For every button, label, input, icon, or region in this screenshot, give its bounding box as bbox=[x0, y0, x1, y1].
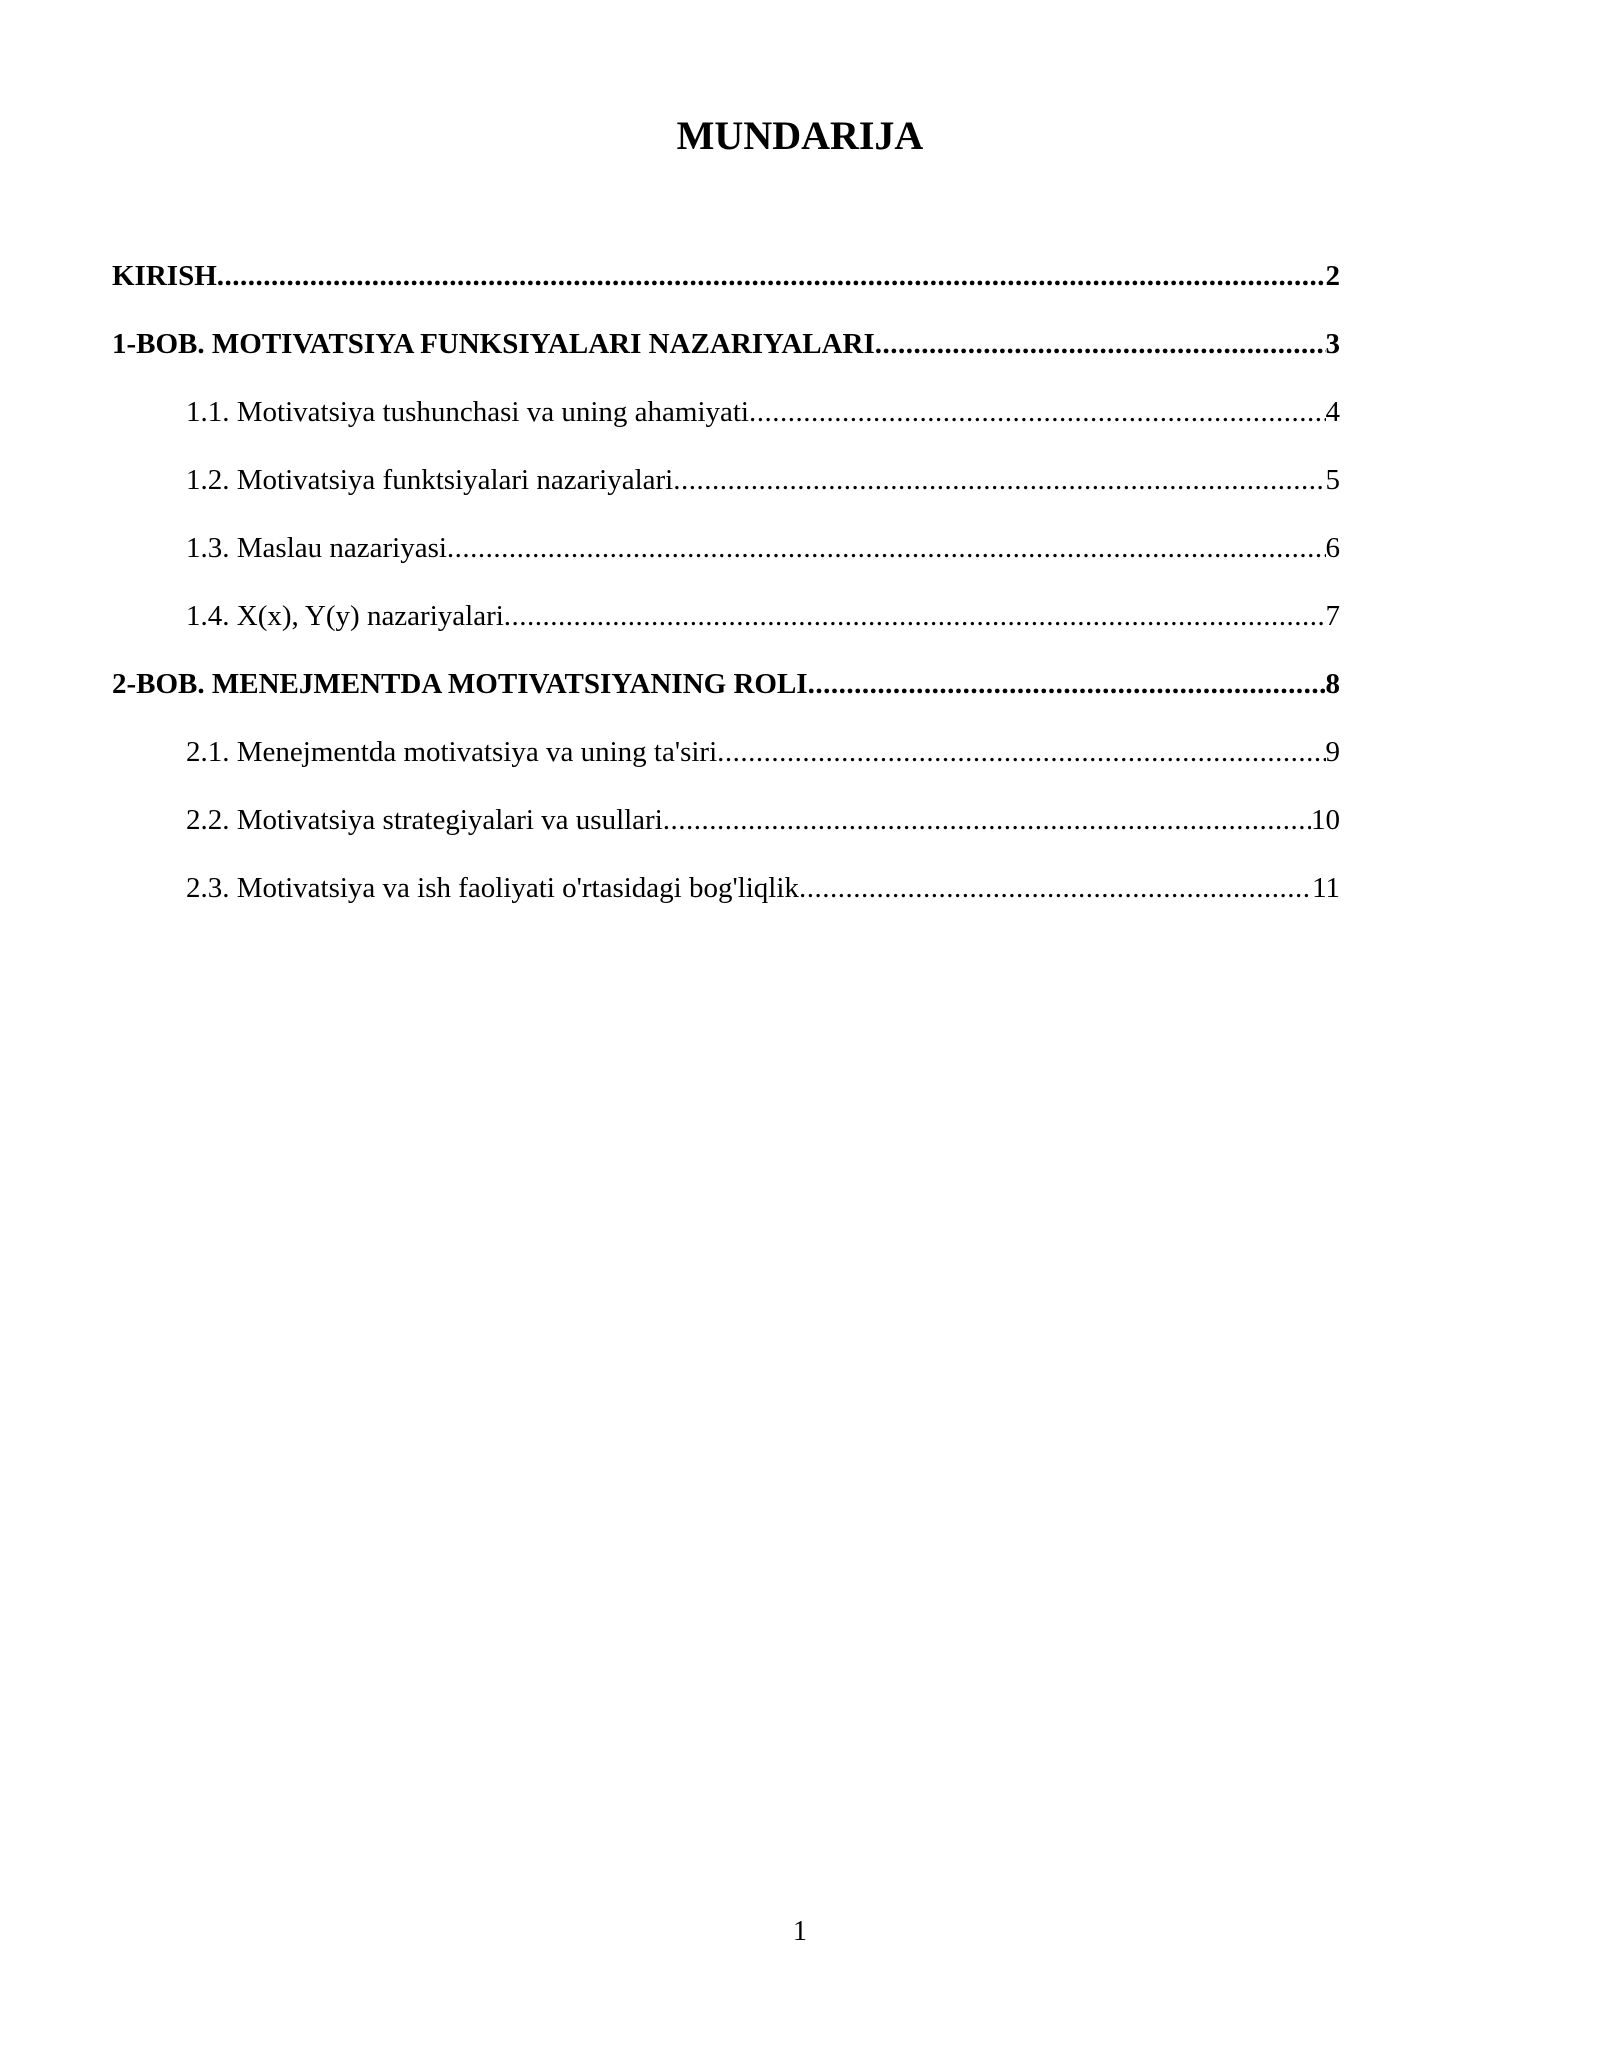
toc-dot-leader bbox=[673, 452, 1325, 508]
toc-entry-label: 1.1. Motivatsiya tushunchasi va uning ahamiyati bbox=[186, 396, 749, 428]
toc-entry-chapter-1[interactable] bbox=[112, 316, 1340, 384]
toc-entry-label: KIRISH bbox=[112, 260, 217, 292]
toc-dot-leader bbox=[217, 248, 1326, 304]
toc-entry-page: 4 bbox=[1325, 396, 1340, 428]
toc-entry-label: 1.3. Maslau nazariyasi bbox=[186, 532, 447, 564]
toc-entry-page: 8 bbox=[1325, 668, 1340, 700]
toc-entry-section-2-3[interactable] bbox=[112, 860, 1340, 928]
toc-dot-leader bbox=[875, 316, 1326, 372]
toc-entry-label: 1-BOB. MOTIVATSIYA FUNKSIYALARI NAZARIYALARI bbox=[112, 328, 875, 360]
toc-dot-leader bbox=[808, 656, 1326, 712]
toc-entry-page: 10 bbox=[1311, 804, 1340, 836]
toc-entry-introduction[interactable] bbox=[112, 248, 1340, 316]
toc-entry-label: 1.4. X(x), Y(y) nazariyalari bbox=[186, 600, 504, 632]
toc-entry-page: 3 bbox=[1325, 328, 1340, 360]
toc-dot-leader bbox=[504, 588, 1326, 644]
toc-entry-chapter-2[interactable] bbox=[112, 656, 1340, 724]
table-of-contents bbox=[112, 248, 1340, 928]
toc-dot-leader bbox=[717, 724, 1325, 780]
page-number: 1 bbox=[793, 1916, 807, 1947]
toc-entry-label: 2.3. Motivatsiya va ish faoliyati o'rtasidagi bog'liqlik bbox=[186, 872, 799, 904]
toc-entry-section-2-1[interactable] bbox=[112, 724, 1340, 792]
toc-entry-page: 2 bbox=[1325, 260, 1340, 292]
toc-entry-section-1-2[interactable] bbox=[112, 452, 1340, 520]
toc-entry-label: 2.1. Menejmentda motivatsiya va uning ta'siri bbox=[186, 736, 718, 768]
toc-entry-section-1-4[interactable] bbox=[112, 588, 1340, 656]
toc-entry-page: 9 bbox=[1325, 736, 1340, 768]
toc-entry-section-1-3[interactable] bbox=[112, 520, 1340, 588]
toc-dot-leader bbox=[447, 520, 1326, 576]
toc-entry-page: 7 bbox=[1325, 600, 1340, 632]
toc-entry-page: 11 bbox=[1312, 872, 1340, 904]
toc-dot-leader bbox=[663, 792, 1311, 848]
toc-dot-leader bbox=[749, 384, 1326, 440]
toc-entry-label: 2.2. Motivatsiya strategiyalari va usullari bbox=[186, 804, 663, 836]
toc-entry-section-2-2[interactable] bbox=[112, 792, 1340, 860]
toc-entry-section-1-1[interactable] bbox=[112, 384, 1340, 452]
toc-dot-leader bbox=[799, 860, 1312, 916]
toc-entry-page: 6 bbox=[1325, 532, 1340, 564]
toc-entry-label: 1.2. Motivatsiya funktsiyalari nazariyalari bbox=[186, 464, 674, 496]
toc-entry-page: 5 bbox=[1325, 464, 1340, 496]
page-title: MUNDARIJA bbox=[676, 113, 924, 158]
toc-entry-label: 2-BOB. MENEJMENTDA MOTIVATSIYANING ROLI bbox=[112, 668, 808, 700]
